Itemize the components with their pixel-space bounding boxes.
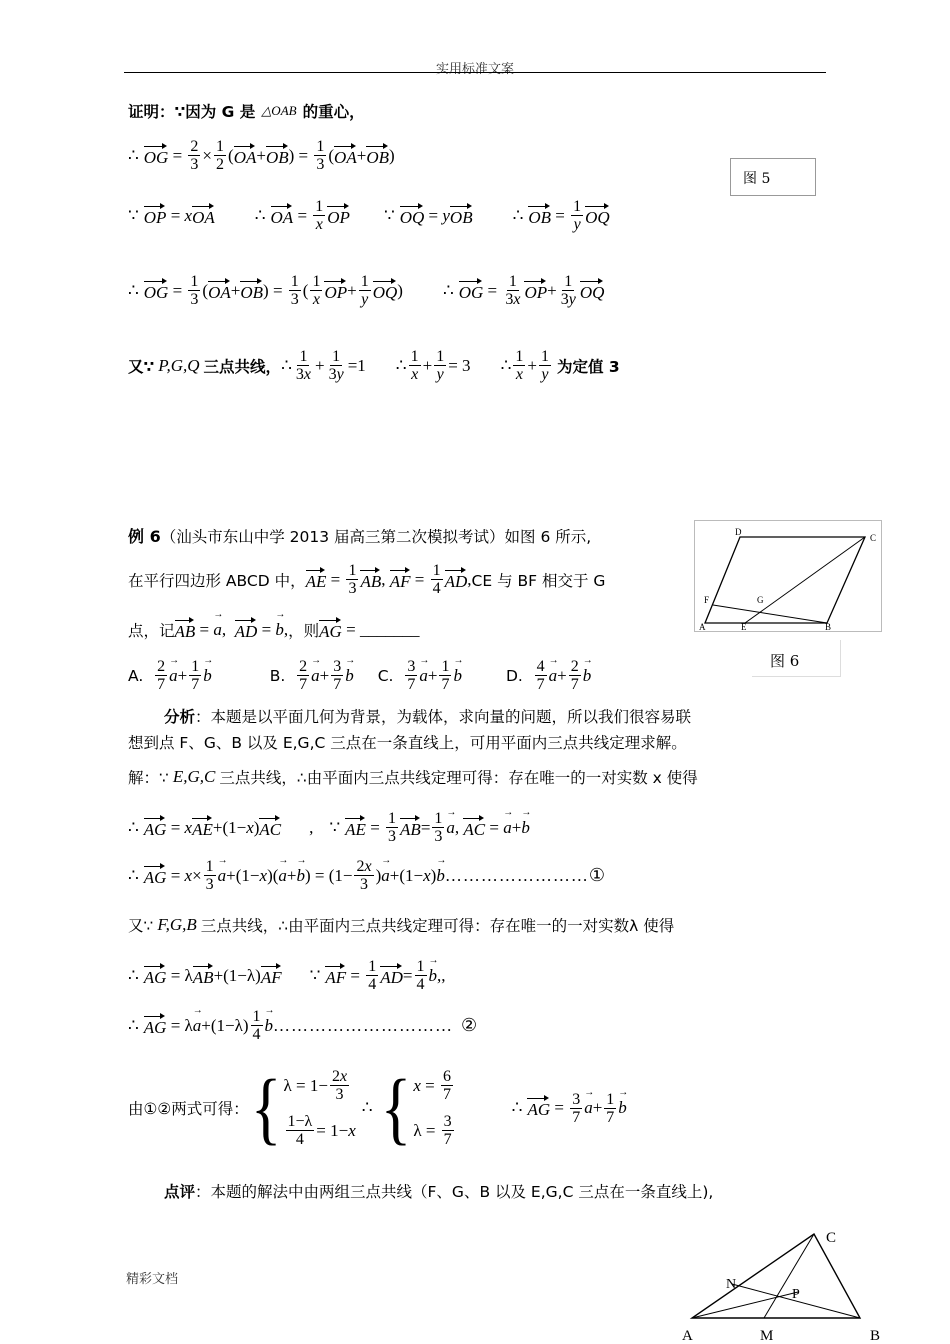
fig6-label: 图 6 (770, 652, 800, 670)
example6-line2-text: 在平行四边形 ABCD 中， (128, 571, 306, 590)
solution-text-1: 三点共线，∴由平面内三点共线定理可得：存在唯一的一对实数 x 使得 (219, 769, 698, 787)
example6-line3-text: 点，记 (128, 622, 175, 640)
analysis-text-2: 想到点 F、G、B 以及 E,G,C 三点在一条直线上，可用平面内三点共线定理求解。 (128, 734, 687, 752)
fig6-point-e: E (741, 622, 747, 631)
fig6-point-c: C (870, 533, 877, 543)
collinear-points: P,G,Q (158, 355, 200, 375)
option-a-label: A. (128, 666, 144, 685)
option-c-label: C. (377, 666, 394, 685)
example6-label: 例 6 (128, 527, 161, 546)
triangle-label: △OAB (261, 103, 297, 118)
collinear-prefix: 又∵ (128, 357, 155, 376)
eq-ag-lambda: ∴ AG = λ AB +(1−λ) AF ∵ AF = $\frac{1}{4}$ AD = $\frac{1}{4}$ → b ,, (128, 958, 446, 993)
fig6-point-b: B (825, 622, 832, 631)
solution-text-2: 三点共线，∴由平面内三点共线定理可得：存在唯一的一对实数λ 使得 (200, 917, 675, 935)
example6-source: （汕头市东山中学 2013 届高三第二次模拟考试）如图 6 所示, (160, 527, 592, 546)
eq-op-oq: ∵ OP = x OA ∴ OA = $\frac{1}{x}$ OP ∵ OQ = y OB ∴ OB = $\frac{1}{y}$ OQ (128, 198, 610, 233)
analysis-text-1: ：本题是以平面几何为背景，为载体，求向量的问题，所以我们很容易联 (195, 708, 692, 726)
fig6-point-a: A (699, 622, 706, 631)
analysis-line-1 (164, 705, 691, 727)
example6-line2-tail: CE 与 BF 相交于 G (471, 571, 606, 590)
header-rule (124, 72, 826, 73)
solution-prefix: 解：∵ (128, 769, 169, 787)
solution-line-1 (128, 766, 698, 788)
solution-points-fgb: F,G,B (157, 915, 197, 934)
collinear-text: 三点共线， (203, 357, 282, 376)
example6-line-3: 点，记 AB = → a , AD = → b , ，则 AG = _______ (128, 618, 419, 642)
constant-text: 为定值 3 (556, 357, 620, 376)
fig5-box (730, 158, 816, 196)
comment-text: ：本题的解法中由两组三点共线（F、G、B 以及 E,G,C 三点在一条直线上), (195, 1183, 714, 1201)
analysis-label: 分析 (164, 708, 196, 726)
eq-ag-lambda-2: ∴ AG = λ → a +(1−λ) $\frac{1}{4}$ → b ………………………… ② (128, 1008, 477, 1043)
fig7-point-b: B (870, 1328, 881, 1344)
analysis-line-2 (128, 731, 687, 753)
eq-collinear-pgq: 又∵ P,G,Q 三点共线， ∴ $\frac{1}{3x}$ + $\frac{1}{3y}$ =1 ∴ $\frac{1}{x}$ + $\frac{1}{y}$ = 3 ∴ $\frac{1}{x}$ + $\frac{1}{y}$ 为定值 3 (128, 348, 620, 383)
eq-ag-x: ∴ AG = x AE +(1− x ) AC , ∵ AE = $\frac{1}{3}$ AB = $\frac{1}{3}$ → a , AC = → a + → b (128, 810, 530, 845)
example6-title (128, 524, 591, 547)
solution-system-prefix: 由①②两式可得： (128, 1100, 249, 1118)
example6-options: A. $\frac{2}{7}$ → a + $\frac{1}{7}$ → b B. $\frac{2}{7}$ → a + $\frac{3}{7}$ → b C. $\frac{3}{7}$ → a + $\frac{1}{7}$ → b D. $\frac{4}{7}$ → a + $\frac{2}{7}$ → b (128, 658, 591, 693)
eq-ag-expanded: ∴ AG = x × $\frac{1}{3}$ → a +(1− x )( → a + → b ) = (1− $\frac{2x}{3}$ ) → a +(1− x ) → b …………………… ① (128, 858, 605, 893)
example6-line3-then: ，则 (288, 622, 320, 640)
eq-og-substitution: ∴ OG = $\frac{1}{3}$ ( OA + OB ) = $\frac{1}{3}$ ( $\frac{1}{x}$ OP + $\frac{1}{y}$ OQ ) ∴ OG = $\frac{1}{3x}$ OP + $\frac{1}{3y}$ OQ (128, 273, 605, 308)
solution-line-4 (128, 914, 674, 936)
circle-1: ① (588, 865, 605, 886)
eq-system: 由①②两式可得： { λ = 1− $\frac{2x}{3}$ $\frac{1-\lambda}{4}$ = 1− x ∴ { x = $\frac{6}{7}$ λ = $\frac{3}{7}$ ∴ AG = $\frac{3}{7}$ → a + $\frac{1}{7}$ → b (128, 1068, 627, 1148)
fig6-point-f: F (704, 595, 710, 605)
comment-label: 点评 (164, 1183, 196, 1201)
circle-2: ② (461, 1015, 478, 1036)
triangle-diagram (674, 1222, 884, 1344)
proof-intro: 证明：∵因为 G 是 (128, 103, 256, 121)
proof-intro-end: 的重心， (302, 103, 365, 121)
eq-og-centroid: ∴ OG = $\frac{2}{3}$ × $\frac{1}{2}$ ( OA + OB ) = $\frac{1}{3}$ ( OA + OB ) (128, 138, 395, 173)
answer-blank: _______ (359, 620, 420, 639)
example6-line-2: 在平行四边形 ABCD 中， AE = $\frac{1}{3}$ AB , AF = $\frac{1}{4}$ AD , CE 与 BF 相交于 G (128, 562, 606, 597)
fig6-box (694, 520, 882, 632)
fig7-point-p: P (792, 1287, 800, 1302)
fig6-caption-box (752, 640, 841, 677)
page-header: 实用标准文案 (435, 62, 514, 77)
fig7-point-a: A (682, 1328, 693, 1344)
fig7-point-n: N (726, 1277, 737, 1292)
page-footer: 精彩文档 (126, 1272, 179, 1287)
fig7-point-c: C (826, 1230, 837, 1246)
fig5-label: 图 5 (743, 171, 771, 187)
comment-line (164, 1180, 713, 1202)
fig7-point-m: M (760, 1328, 774, 1344)
option-d-label: D. (505, 666, 523, 685)
fig6-point-d: D (735, 527, 742, 537)
proof-line-1 (128, 100, 365, 122)
solution-prefix-2: 又∵ (128, 917, 154, 935)
solution-points-egc: E,G,C (172, 767, 216, 786)
fig6-point-g: G (757, 595, 764, 605)
option-b-label: B. (269, 666, 286, 685)
fig6-parallelogram-diagram (695, 521, 881, 631)
